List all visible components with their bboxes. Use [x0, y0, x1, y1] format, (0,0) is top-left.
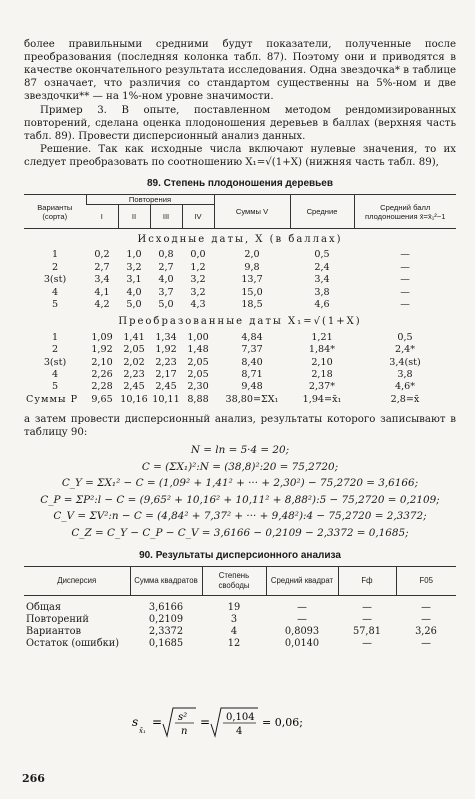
table-cell: 4,3: [190, 299, 206, 311]
section-raw-title: Исходные даты, X (в баллах): [137, 234, 343, 245]
formula-num1: s²: [178, 712, 188, 723]
table-cell: 7,37: [241, 344, 263, 356]
table-row: [24, 274, 456, 286]
page-content: [24, 38, 456, 650]
table-cell: 2,37*: [308, 381, 336, 393]
table-cell: 1: [51, 331, 59, 343]
formula-den1: n: [181, 726, 188, 737]
formula-result: = 0,06;: [262, 716, 303, 729]
table-cell: —: [400, 261, 410, 273]
table-cell: 5,0: [158, 299, 174, 311]
table-cell: 8,71: [241, 369, 263, 381]
table-cell: —: [362, 637, 372, 649]
table-cell: —: [421, 613, 431, 625]
table-cell: 13,7: [241, 274, 263, 286]
table-cell: 2,4: [314, 261, 330, 273]
table-cell: 2,23: [155, 356, 177, 368]
table-cell: 8,40: [241, 356, 263, 368]
table-row: [24, 638, 456, 650]
std-error-formula: [130, 706, 330, 740]
paragraph-example: Пример 3. В опыте, поставленном методом рендомизированных повторений, сделана оценка плодоношения деревьев в баллах (верхняя часть табл. 89). Провести дисперсионный анализ данных.: [24, 105, 456, 142]
table-cell: 4,6*: [394, 381, 416, 393]
table-row: [24, 287, 456, 299]
table-cell: 2,05: [187, 369, 209, 381]
formula-den2: 4: [236, 726, 243, 737]
formula-c: C = (ΣX₁)²:N = (38,8)²:20 = 75,2720;: [141, 460, 339, 473]
table-cell: 0,1685: [148, 637, 184, 649]
sums-cell: 10,16: [120, 393, 148, 405]
table-cell: 2,45: [123, 381, 145, 393]
table-cell: —: [400, 299, 410, 311]
table-cell: 2,3372: [148, 625, 184, 637]
table-cell: —: [400, 286, 410, 298]
table-cell: 3,2: [190, 274, 206, 286]
table-cell: 2,30: [187, 381, 209, 393]
table-cell: 4: [51, 369, 59, 381]
table-cell: 18,5: [241, 299, 263, 311]
table-cell: 1,92: [91, 344, 113, 356]
table-cell: 1,41: [123, 331, 145, 343]
sums-cell: 9,65: [91, 393, 113, 405]
table-cell: —: [297, 601, 307, 613]
table-cell: 3,4: [314, 274, 330, 286]
page-number: 266: [22, 772, 45, 785]
table-cell: 2,4*: [394, 344, 416, 356]
table-cell: 57,81: [352, 625, 382, 637]
table-cell: 0,5: [397, 331, 413, 343]
header-avg-score: Средний балл плодоношения x̄=x̄₁²−1: [354, 195, 456, 229]
t90-header: Fф: [338, 567, 396, 596]
header-reps: Повторения: [86, 195, 214, 205]
formula-lhs-sub: x̄₁: [139, 727, 146, 735]
table-cell: —: [297, 613, 307, 625]
table-cell: 2: [51, 261, 59, 273]
table-cell: 3,26: [415, 625, 437, 637]
table-cell: 4,84: [241, 331, 263, 343]
table-cell: 0,8: [158, 249, 174, 261]
table-cell: 0,8093: [284, 625, 320, 637]
table-cell: Общая: [26, 601, 62, 613]
table-row: [24, 344, 456, 356]
table-cell: 0,0140: [284, 637, 320, 649]
table-cell: Повторений: [26, 613, 89, 625]
table90-caption: 90. Результаты дисперсионного анализа: [139, 550, 341, 562]
table-cell: 0,2: [94, 249, 110, 261]
table-cell: 1,92: [155, 344, 177, 356]
sums-cell: 8,88: [187, 393, 209, 405]
formula-cz: C_Z = C_Y − C_P − C_V = 3,6166 − 0,2109 − 2,3372 = 0,1685;: [71, 526, 409, 539]
table-cell: 4,0: [158, 274, 174, 286]
table-cell: 2,02: [123, 356, 145, 368]
header-rep-1: I: [86, 205, 118, 229]
table-cell: 2,10: [311, 356, 333, 368]
table-cell: 3,2: [190, 286, 206, 298]
table-cell: 2,7: [158, 261, 174, 273]
sums-row: [24, 394, 456, 406]
paragraph-after: а затем провести дисперсионный анализ, результаты которого записывают в таблицу 90:: [24, 414, 456, 439]
table-cell: 1,34: [155, 331, 177, 343]
table-cell: 0,0: [190, 249, 206, 261]
table-cell: 4: [51, 286, 59, 298]
svg-text:=: =: [152, 715, 163, 729]
table-cell: 2,45: [155, 381, 177, 393]
table-cell: 2,18: [311, 369, 333, 381]
t90-header: Средний квадрат: [266, 567, 338, 596]
table-cell: 3,8: [314, 286, 330, 298]
paragraph-1: более правильными средними будут показатели, полученные после преобразования (последняя колонка табл. 87). Поэтому они и приводятся в качестве окончательного результата исследования. Одна звездочка* в таблице 87 означает, что различия со стандартом существенны на 5%-ном и две звездочки** — на 1%-ном уровне значимости.: [24, 39, 456, 102]
table-cell: 3,2: [126, 261, 142, 273]
table-cell: 0,2109: [148, 613, 184, 625]
t90-rows: [24, 602, 456, 650]
table-cell: 3(st): [43, 356, 67, 368]
formula-n: N = ln = 5·4 = 20;: [190, 444, 290, 457]
table-cell: 4: [230, 625, 238, 637]
table-cell: —: [421, 637, 431, 649]
t90-header: F05: [396, 567, 456, 596]
transformed-rows: [24, 332, 456, 394]
table-row: [24, 626, 456, 638]
formula-num2: 0,104: [226, 712, 255, 723]
table-cell: 5: [51, 381, 59, 393]
table-cell: 2,26: [91, 369, 113, 381]
table-row: [24, 357, 456, 369]
table-row: [24, 249, 456, 261]
table-cell: 9,48: [241, 381, 263, 393]
table-cell: 2,05: [187, 356, 209, 368]
table-cell: —: [362, 601, 372, 613]
table-cell: —: [400, 274, 410, 286]
table-cell: —: [400, 249, 410, 261]
table-cell: 5: [51, 299, 59, 311]
table-cell: 0,5: [314, 249, 330, 261]
table-cell: 3(st): [43, 274, 67, 286]
table-cell: 2,17: [155, 369, 177, 381]
table-cell: 19: [227, 601, 241, 613]
table-cell: 3,6166: [148, 601, 184, 613]
table-row: [24, 262, 456, 274]
sums-cell: 10,11: [152, 393, 180, 405]
sums-cell: 38,80=ΣX₁: [225, 393, 279, 405]
svg-text:=: =: [200, 715, 211, 729]
raw-rows: [24, 249, 456, 311]
table-cell: 12: [227, 637, 241, 649]
table-cell: 2,10: [91, 356, 113, 368]
header-mean: Средние: [290, 195, 354, 229]
table-cell: 3,7: [158, 286, 174, 298]
table-cell: 4,0: [126, 286, 142, 298]
table-90: [24, 566, 456, 650]
table-89: [24, 194, 456, 406]
table-row: [24, 381, 456, 393]
paragraph-solution: Решение. Так как исходные числа включают нулевые значения, то их следует преобразовать по соотношению X₁=√(1+X) (нижняя часть табл. 89),: [24, 144, 456, 168]
t90-header: Степень свободы: [202, 567, 266, 596]
table-cell: 15,0: [241, 286, 263, 298]
table-cell: 4,6: [314, 299, 330, 311]
table-cell: 9,8: [244, 261, 260, 273]
table-cell: 3,8: [397, 369, 413, 381]
table-cell: 2,7: [94, 261, 110, 273]
table-cell: —: [362, 613, 372, 625]
header-rep-2: II: [118, 205, 150, 229]
table-cell: 3: [230, 613, 238, 625]
table-row: [24, 614, 456, 626]
section-trans-title: Преобразованные даты X₁=√(1+X): [118, 316, 362, 328]
table-cell: —: [421, 601, 431, 613]
table-row: [24, 369, 456, 381]
table-row: [24, 299, 456, 311]
table-cell: 1,84*: [308, 344, 336, 356]
table-row: [24, 332, 456, 344]
header-variant: Варианты (сорта): [24, 195, 86, 229]
table-cell: 2,05: [123, 344, 145, 356]
table-cell: 1,09: [91, 331, 113, 343]
formula-cp: C_P = ΣP²:l − C = (9,65² + 10,16² + 10,11² + 8,88²):5 − 75,2720 = 0,2109;: [40, 493, 440, 506]
table-cell: 3,4(st): [389, 356, 421, 368]
table-cell: 3,1: [126, 274, 142, 286]
header-rep-3: III: [150, 205, 182, 229]
table-cell: 1,00: [187, 331, 209, 343]
sums-cell: 2,8=x̄: [390, 393, 420, 405]
table-cell: 3,4: [94, 274, 110, 286]
formula-cy: C_Y = ΣX₁² − C = (1,09² + 1,41² + ··· + 2,30²) − 75,2720 = 3,6166;: [61, 477, 419, 490]
table-cell: 2,23: [123, 369, 145, 381]
header-rep-4: IV: [182, 205, 214, 229]
table-cell: 5,0: [126, 299, 142, 311]
table-cell: 1,2: [190, 261, 206, 273]
table-cell: 1: [51, 249, 59, 261]
formula-cv: C_V = ΣV²:n − C = (4,84² + 7,37² + ··· + 9,48²):4 − 75,2720 = 2,3372;: [53, 510, 427, 523]
table-cell: 4,1: [94, 286, 110, 298]
table-cell: 4,2: [94, 299, 110, 311]
sums-label: Суммы P: [26, 393, 79, 405]
header-sum: Суммы V: [214, 195, 290, 229]
table-cell: 2,28: [91, 381, 113, 393]
table-cell: Вариантов: [26, 625, 82, 637]
table-cell: 1,0: [126, 249, 142, 261]
table-cell: Остаток (ошибки): [26, 637, 120, 649]
table-cell: 2: [51, 344, 59, 356]
table-cell: 1,48: [187, 344, 209, 356]
table-cell: 1,21: [311, 331, 333, 343]
t90-header: Дисперсия: [24, 567, 130, 596]
formula-block: [24, 442, 456, 541]
formula-lhs: s: [132, 715, 139, 729]
sums-cell: 1,94=x̄₁: [302, 393, 342, 405]
t90-header: Сумма квадратов: [130, 567, 202, 596]
table-row: [24, 602, 456, 614]
table-cell: 2,0: [244, 249, 260, 261]
table89-caption: 89. Степень плодоношения деревьев: [146, 178, 334, 189]
